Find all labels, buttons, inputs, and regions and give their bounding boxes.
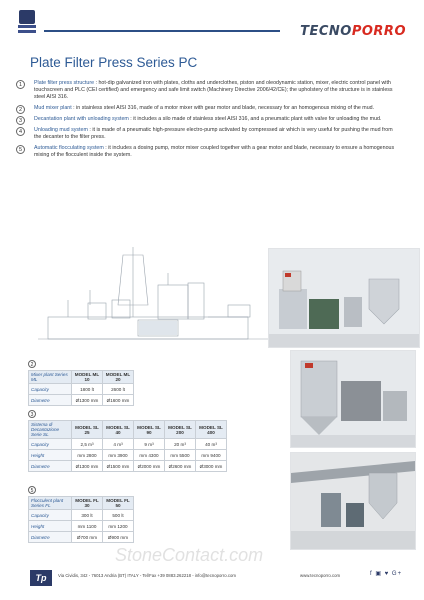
decantation-table (28, 410, 227, 472)
footer-logo: Tp (30, 570, 52, 586)
column-header: MODEL SL 90 (134, 421, 165, 439)
table-cell: Ø1500 mm (103, 461, 134, 472)
row-label: Capacity (29, 510, 72, 521)
row-label: Height (29, 521, 72, 532)
item-number: 2 (16, 105, 25, 114)
table-cell: 500 lt (103, 510, 134, 521)
table-cell: Ø2000 mm (134, 461, 165, 472)
item-label: Plate filter press structure (34, 80, 95, 86)
table-cell: mm 9400 (196, 450, 227, 461)
item-number: 1 (16, 80, 25, 89)
table-cell: Ø900 mm (103, 532, 134, 543)
table-cell: 4 m³ (103, 439, 134, 450)
column-header: MODEL SL 200 (165, 421, 196, 439)
feature-list (16, 80, 401, 163)
item-label: Mud mixer plant (34, 105, 72, 111)
table-cell: mm 5500 (165, 450, 196, 461)
column-header: MODEL FL 50 (103, 497, 134, 510)
column-header: MODEL SL 25 (72, 421, 103, 439)
row-label: Diametre (29, 532, 72, 543)
table-cell: Ø700 mm (72, 532, 103, 543)
table-number: 2 (28, 360, 36, 368)
item-text: : it includes a silo made of stainless steel AISI 316, and a pneumatic plant with valve for unloading the mud. (130, 116, 382, 122)
table-cell: mm 2800 (72, 450, 103, 461)
table-cell: mm 4300 (134, 450, 165, 461)
row-label: Height (29, 450, 72, 461)
table-cell: mm 1100 (72, 521, 103, 532)
table-head: Mixer plant Series ML (29, 371, 72, 384)
table-cell: Ø2600 mm (165, 461, 196, 472)
column-header: MODEL ML 10 (72, 371, 103, 384)
table-cell: 300 lt (72, 510, 103, 521)
item-text: : it includes a dosing pump, motor mixer coupled together with a gear motor and blade, necessary to ensure a homogenous mixing of the flocculent inside the system. (34, 145, 395, 158)
row-label: Capacity (29, 384, 72, 395)
column-header: MODEL SL 40 (103, 421, 134, 439)
table-cell: Ø3000 mm (196, 461, 227, 472)
item-label: Decantation plant with unloading system (34, 116, 129, 122)
feature-item (16, 127, 401, 141)
item-number: 3 (16, 116, 25, 125)
table-number: 3 (28, 410, 36, 418)
page-footer (0, 566, 424, 600)
table-cell: Ø1600 mm (103, 395, 134, 406)
photo-decanter-plant (290, 350, 416, 448)
watermark: StoneContact.com (115, 545, 264, 565)
item-label: Unloading mud system (34, 127, 88, 133)
row-label: Diametre (29, 461, 72, 472)
table-head: Sistema di Decantazione Serie SL (29, 421, 72, 439)
table-cell: 2600 lt (103, 384, 134, 395)
photo-filter-press (268, 248, 420, 348)
brand-logo: TECNOPORRO (300, 24, 406, 39)
item-text: : hot-dip galvanized iron with plates, cloths and underclothes, piston and oleodynamic station, mixer, electric control panel with touchscreen and PLC (CEI certified) and emergency and safe limit switch (Machinery Directive 2006/42/CE); the upholstery of the structure is in stainless steel AISI 316. (34, 80, 393, 100)
footer-website-link[interactable]: www.tecnoporro.com (300, 573, 341, 578)
crest-icon (18, 10, 36, 34)
table-cell: 20 m³ (165, 439, 196, 450)
table-head: Flocculent plant Series FL (29, 497, 72, 510)
page-title: Plate Filter Press Series PC (30, 55, 198, 70)
header-rule (44, 30, 280, 32)
table-cell: mm 3900 (103, 450, 134, 461)
table-cell: 40 m³ (196, 439, 227, 450)
plant-schematic-drawing (28, 245, 273, 350)
item-number: 4 (16, 127, 25, 136)
photo-flocculent-plant (290, 452, 416, 550)
social-icons[interactable]: f ▣ ♥ G+ (370, 571, 403, 577)
column-header: MODEL SL 400 (196, 421, 227, 439)
feature-item (16, 145, 401, 159)
feature-item (16, 80, 401, 101)
column-header: MODEL FL 30 (72, 497, 103, 510)
column-header: MODEL ML 20 (103, 371, 134, 384)
row-label: Diametre (29, 395, 72, 406)
feature-item (16, 116, 401, 123)
table-cell: Ø1300 mm (72, 395, 103, 406)
table-cell: 2,5 m³ (72, 439, 103, 450)
table-cell: mm 1200 (103, 521, 134, 532)
footer-address: Via Cividis, 342 - 76013 Andria (BT) ITALY - Tel/Fax +39 0883.262218 - info@tecnoporro.com (58, 573, 236, 578)
mixer-plant-table (28, 360, 134, 406)
table-cell: Ø1300 mm (72, 461, 103, 472)
table-cell: 1800 lt (72, 384, 103, 395)
feature-item (16, 105, 401, 112)
item-text: : it is made of a pneumatic high-pressure electro-pump activated by compressed air which is very useful for pushing the mud from the decanter to the filter press. (34, 127, 393, 140)
item-number: 5 (16, 145, 25, 154)
page-header (0, 0, 424, 44)
flocculent-table (28, 486, 134, 543)
item-text: : in stainless steel AISI 316, made of a motor mixer with gear motor and blade, necessary for an homogenous mixing of the mud. (73, 105, 375, 111)
table-number: 5 (28, 486, 36, 494)
table-cell: 9 m³ (134, 439, 165, 450)
row-label: Capacity (29, 439, 72, 450)
item-label: Automatic flocculating system (34, 145, 104, 151)
